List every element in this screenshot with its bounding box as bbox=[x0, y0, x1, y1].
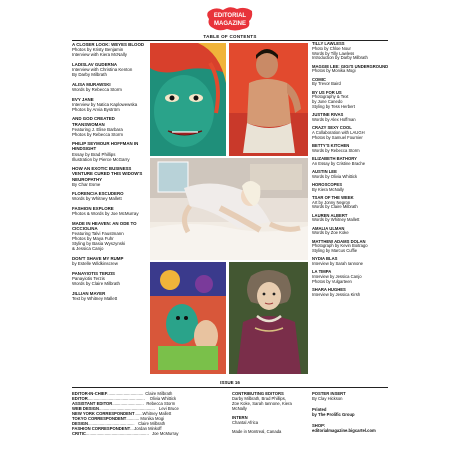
toc-entry[interactable]: DON'T SHAVE MY RUMP by Estelle Wildkinscrew bbox=[72, 256, 148, 266]
shop-link[interactable]: editorialmagazine.bigcartel.com bbox=[312, 428, 376, 433]
toc-entry[interactable]: FLORENCIA ESCUDERO Words by Whitney Mallett bbox=[72, 191, 148, 201]
entry-details: Featuring J. Elise Barbara Photos by Rebecca Storm bbox=[72, 126, 124, 137]
toc-entry[interactable]: AND GOD CREATED TRANSWOMAN Featuring J. Elise Barbara Photos by Rebecca Storm bbox=[72, 116, 148, 136]
masthead-row: EDITOR................................................. Olivia Whittick bbox=[72, 396, 177, 401]
toc-entry[interactable]: MADE IN HEAVEN: AN ODE TO CICCIOLINA Featuring Talvi Faustmann Photos by Maya Fuhr Styling by Basia Wyszynski & Jessica Canjo bbox=[72, 221, 148, 252]
entry-details: Text by Whitney Mallett bbox=[72, 295, 118, 301]
bottom-divider bbox=[72, 387, 388, 388]
toc-entry[interactable]: A CLOSER LOOK: WEYES BLOOD Photos by Kristy Benjamin Interview with Kiera McNally bbox=[72, 42, 148, 57]
entry-details: By Char Esme bbox=[72, 181, 101, 187]
entry-details: Essay by Brad Phillips Illustration by Pierce McGarry bbox=[72, 151, 130, 162]
painting-portrait-panel bbox=[229, 262, 308, 374]
masthead-row: ASSISTANT EDITOR........................... Rebecca Storm bbox=[72, 401, 176, 406]
entry-details: Art by Jonny Negron Words by Claire Milbrath bbox=[312, 199, 358, 210]
toc-entry[interactable]: HOROSCOPES By Kiera McNally bbox=[312, 183, 392, 193]
entry-details: Interview by Natica Kaplowewska Photos by Arvia Byström bbox=[72, 101, 138, 112]
entry-details: Photos & Words by Joe McMurray bbox=[72, 211, 139, 217]
toc-right-column bbox=[312, 42, 392, 301]
toc-entry[interactable]: SHARA HUGHES Interview by Jessica Kirsh bbox=[312, 288, 392, 298]
made-in-note: Made in Montreal, Canada bbox=[232, 429, 282, 434]
logo-text-bottom: MAGAZINE bbox=[214, 21, 246, 27]
entry-details: Photography & Text by June Canedo Styling by Tess Herbert bbox=[312, 94, 355, 109]
toc-entry[interactable]: AUSTIN LEE Words by Olivia Whittick bbox=[312, 170, 392, 180]
entry-details: by Estelle Wildkinscrew bbox=[72, 261, 118, 267]
entry-details: By Trevor Baird bbox=[312, 81, 341, 87]
masthead-row: NEW YORK CORRESPONDENT.......Whitney Mallett bbox=[72, 411, 172, 416]
issue-number: ISSUE 16 bbox=[220, 380, 240, 385]
printed-label: Printed bbox=[312, 407, 327, 412]
toc-entry[interactable]: ELIZABETH BATHORY An Essay by Cristine Brache bbox=[312, 157, 392, 167]
logo-text-top: EDITORIAL bbox=[213, 13, 247, 19]
entry-details: Words by Whitney Mallett bbox=[312, 217, 360, 223]
toc-entry[interactable]: TILLY LAWLESS Photo by Chloe Nour Words by Tilly Lawless Introduction by Darby Milbrath bbox=[312, 42, 392, 61]
masthead-row: DESIGN........................................ Claire Milbrath bbox=[72, 421, 166, 426]
masthead bbox=[72, 391, 198, 436]
toc-entry[interactable]: LAUREN ALBERT Words by Whitney Mallett bbox=[312, 214, 392, 224]
poster-heading: POSTER INSERT bbox=[312, 391, 346, 396]
toc-entry[interactable]: MATTHEW ADAMS DOLAN Photograph by Kevin Boitrago Styling by Marcus Cuffie bbox=[312, 240, 392, 254]
toc-entry[interactable]: MAGGIE LEE: GIGI'S UNDERGROUND Photos by Monika Mogi bbox=[312, 65, 392, 75]
masthead-row: WEB DESIGN................................................ Levi Bruce bbox=[72, 406, 179, 411]
contributing-names: Darby Milbrath, Brad Phillips, Zoe Koke, Sarah Iannone, Kiera McNally bbox=[232, 396, 292, 411]
masthead-row: FASHION CORRESPONDENT...Jordan Minkoff bbox=[72, 426, 162, 431]
entry-details: Words by Rebecca Storm bbox=[312, 147, 360, 153]
entry-details: Words by Zoe Koke bbox=[312, 230, 349, 236]
entry-details: By Kiera McNally bbox=[312, 186, 344, 192]
entry-details: Words by Whitney Mallett bbox=[72, 196, 122, 202]
toc-entry[interactable]: BETTY'S KITCHEN Words by Rebecca Storm bbox=[312, 144, 392, 154]
toc-left-column bbox=[72, 42, 148, 305]
entry-details: Photos by Monika Mogi bbox=[312, 68, 356, 74]
poster-by: By Clay Hickson bbox=[312, 396, 343, 401]
entry-details: Interview by Jessica Kirsh bbox=[312, 291, 361, 297]
toc-entry[interactable]: FASHION EXPLORE Photos & Words by Joe McMurray bbox=[72, 206, 148, 216]
masthead-row: CRITIC...................................................... Joe McMurray bbox=[72, 431, 179, 436]
shop-label: SHOP: bbox=[312, 423, 326, 428]
entry-details: An Essay by Cristine Brache bbox=[312, 160, 366, 166]
toc-entry[interactable]: JILLIAN MAYER Text by Whitney Mallett bbox=[72, 291, 148, 301]
printed-by: by The Prolific Group bbox=[312, 412, 355, 417]
toc-entry[interactable]: LA TIMPA Interview by Jessica Canjo Photos by Vulgarteen bbox=[312, 270, 392, 284]
toc-entry[interactable]: CRAZY SEXY COOL A Collaboration with LAUGH Photos by Samuel Fournier bbox=[312, 126, 392, 140]
entry-details: Words by Alex Hoffman bbox=[312, 116, 356, 122]
entry-details: Panayiotis Terzis Words by Claire Milbrath bbox=[72, 275, 120, 286]
poster-info bbox=[312, 391, 392, 433]
toc-entry[interactable]: EVY JANE Interview by Natica Kaplowewska Photos by Arvia Byström bbox=[72, 97, 148, 112]
toc-entry[interactable]: HOW AN EXOTIC BUSINESS VENTURE CURED THIS WIDOW'S NEUROPATHY By Char Esme bbox=[72, 166, 148, 186]
toc-entry[interactable]: LADISLAV GUDERNA Interview with Christina Kenton By Darby Milbrath bbox=[72, 62, 148, 77]
entry-details: Words by Olivia Whittick bbox=[312, 173, 358, 179]
toc-entry[interactable]: PANAYIOTIS TERZIS Panayiotis Terzis Words by Claire Milbrath bbox=[72, 271, 148, 286]
entry-details: Photos by Kristy Benjamin Interview with Kiera McNally bbox=[72, 47, 127, 58]
entry-details: Photo by Chloe Nour Words by Tilly Lawless Introduction by Darby Milbrath bbox=[312, 45, 368, 61]
toc-entry[interactable]: JUSTINE RIVAS Words by Alex Hoffman bbox=[312, 113, 392, 123]
toc-entry[interactable]: PHILIP SEYMOUR HOFFMAN IN HINDSIGHT Essay by Brad Phillips Illustration by Pierce McGarry bbox=[72, 141, 148, 161]
entry-details: Words by Rebecca Storm bbox=[72, 86, 122, 92]
illustration-face-panel bbox=[150, 43, 226, 156]
entry-details: Photograph by Kevin Boitrago Styling by Marcus Cuffie bbox=[312, 243, 368, 254]
intern-heading: INTERN bbox=[232, 415, 248, 420]
entry-details: Interview by Sarah Iannone bbox=[312, 261, 363, 267]
entry-details: Featuring Talvi Faustmann Photos by Maya Fuhr Styling by Basia Wyszynski & Jessica Canjo bbox=[72, 231, 126, 252]
toc-entry[interactable]: AMALIA ULMAN Words by Zoe Koke bbox=[312, 227, 392, 237]
masthead-row: TOKYO CORRESPONDENT...........Monika Mogi bbox=[72, 416, 165, 421]
toc-entry[interactable]: COMIC By Trevor Baird bbox=[312, 78, 392, 88]
toc-entry[interactable]: NYDIA BLAS Interview by Sarah Iannone bbox=[312, 257, 392, 267]
masthead-row: EDITOR-IN-CHIEF............................... Claire Milbrath bbox=[72, 391, 173, 396]
toc-title: TABLE OF CONTENTS bbox=[203, 34, 257, 39]
entry-details: A Collaboration with LAUGH Photos by Samuel Fournier bbox=[312, 129, 365, 140]
entry-details: Interview with Christina Kenton By Darby Milbrath bbox=[72, 66, 133, 78]
photo-bedroom-panel bbox=[150, 158, 308, 260]
contributing-heading: CONTRIBUTING EDITORS bbox=[232, 391, 284, 396]
toc-entry[interactable]: BY US FOR US Photography & Text by June Canedo Styling by Tess Herbert bbox=[312, 91, 392, 110]
magazine-logo bbox=[205, 4, 255, 34]
toc-entry[interactable]: ALISA MURAWSKI Words by Rebecca Storm bbox=[72, 82, 148, 92]
illustration-figures-panel bbox=[150, 262, 226, 374]
contributing-editors bbox=[232, 391, 310, 434]
toc-entry[interactable]: TSAR OF THE WEEK Art by Jonny Negron Words by Claire Milbrath bbox=[312, 196, 392, 210]
entry-details: Interview by Jessica Canjo Photos by Vulgarteen bbox=[312, 274, 362, 284]
intern-name: Chantal Africa bbox=[232, 420, 259, 425]
photo-portrait-panel bbox=[229, 43, 308, 156]
